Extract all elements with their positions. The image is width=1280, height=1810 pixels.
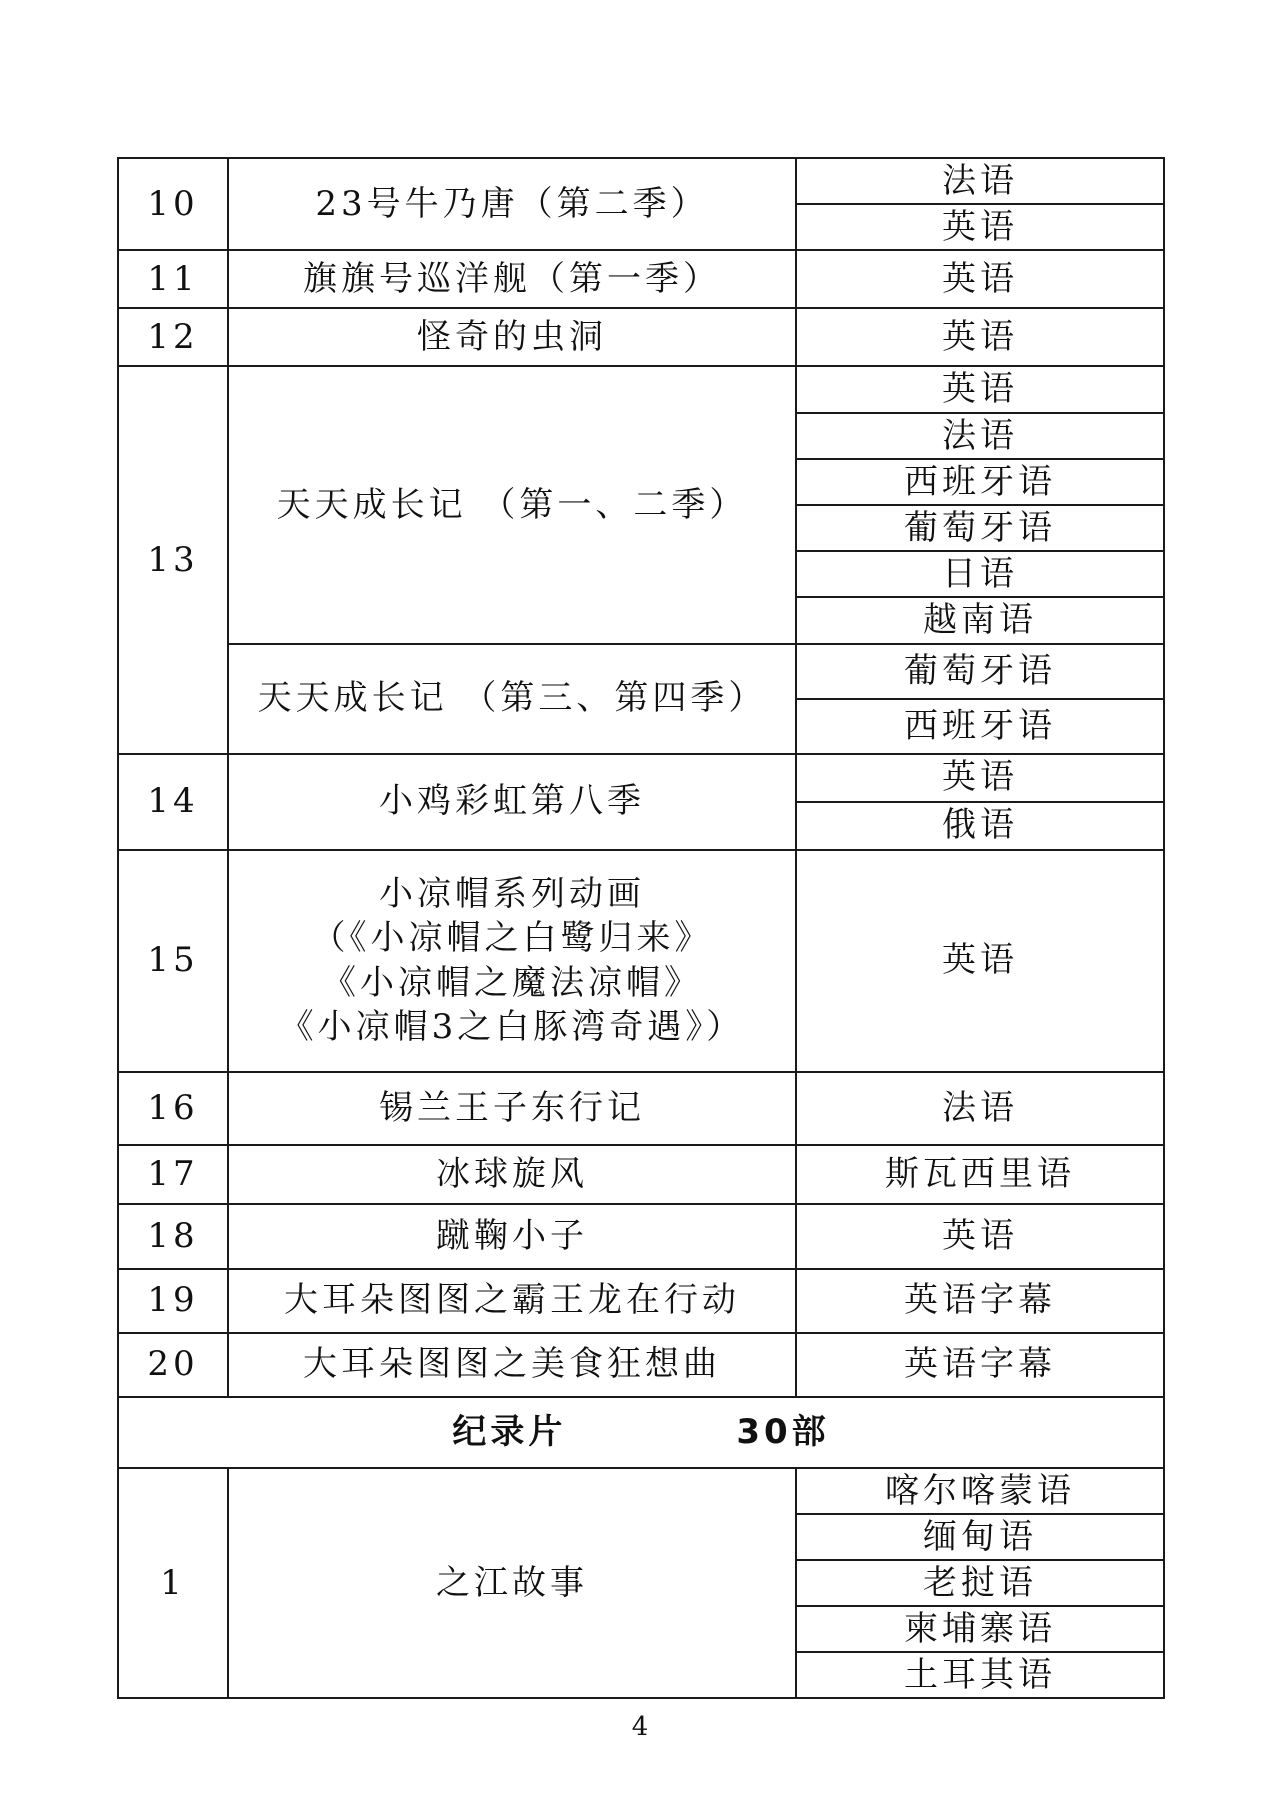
table-row — [118, 850, 1164, 1072]
language-cell: 西班牙语 — [796, 699, 1164, 754]
program-title: 23号牛乃唐（第二季） — [228, 158, 796, 250]
table-row — [118, 1468, 1164, 1514]
language-cell: 英语字幕 — [796, 1333, 1164, 1397]
language-cell: 法语 — [796, 413, 1164, 459]
section-count: 30部 — [736, 1411, 830, 1452]
program-title: 怪奇的虫洞 — [228, 308, 796, 366]
language-cell: 法语 — [796, 158, 1164, 204]
row-number: 15 — [118, 850, 228, 1072]
table-row — [118, 1072, 1164, 1145]
section-label: 纪录片 — [452, 1411, 567, 1452]
table-row — [118, 366, 1164, 412]
table-row — [118, 1145, 1164, 1204]
row-number: 14 — [118, 754, 228, 850]
language-cell: 缅甸语 — [796, 1514, 1164, 1560]
table-row — [118, 308, 1164, 366]
language-cell: 日语 — [796, 551, 1164, 597]
language-cell: 柬埔寨语 — [796, 1606, 1164, 1652]
table-row — [118, 1269, 1164, 1333]
program-title: 蹴鞠小子 — [228, 1204, 796, 1269]
language-cell: 老挝语 — [796, 1560, 1164, 1606]
table-row — [118, 1204, 1164, 1269]
table-row — [118, 158, 1164, 204]
language-cell: 斯瓦西里语 — [796, 1145, 1164, 1204]
table-row — [118, 1333, 1164, 1397]
title-line: 《小凉帽3之白豚湾奇遇》） — [279, 1006, 745, 1047]
row-number: 12 — [118, 308, 228, 366]
language-cell: 葡萄牙语 — [796, 505, 1164, 551]
section-row — [118, 1397, 1164, 1468]
language-cell: 西班牙语 — [796, 459, 1164, 505]
program-title: 天天成长记 （第三、第四季） — [228, 644, 796, 754]
row-number: 17 — [118, 1145, 228, 1204]
program-title: 旗旗号巡洋舰（第一季） — [228, 250, 796, 308]
program-title: 小鸡彩虹第八季 — [228, 754, 796, 850]
program-table — [117, 157, 1165, 1699]
row-number: 11 — [118, 250, 228, 308]
section-header — [118, 1397, 1164, 1468]
title-line: 小凉帽系列动画 — [379, 874, 645, 915]
program-title: 大耳朵图图之霸王龙在行动 — [228, 1269, 796, 1333]
row-number: 16 — [118, 1072, 228, 1145]
language-cell: 越南语 — [796, 597, 1164, 643]
language-cell: 英语 — [796, 250, 1164, 308]
language-cell: 俄语 — [796, 802, 1164, 850]
program-title: 天天成长记 （第一、二季） — [228, 366, 796, 643]
table-row — [118, 754, 1164, 802]
row-number: 19 — [118, 1269, 228, 1333]
language-cell: 葡萄牙语 — [796, 644, 1164, 699]
language-cell: 英语 — [796, 204, 1164, 250]
page-number: 4 — [631, 1712, 649, 1742]
row-number: 10 — [118, 158, 228, 250]
language-cell: 喀尔喀蒙语 — [796, 1468, 1164, 1514]
language-cell: 英语 — [796, 1204, 1164, 1269]
row-number: 1 — [118, 1468, 228, 1699]
language-cell: 英语 — [796, 308, 1164, 366]
language-cell: 法语 — [796, 1072, 1164, 1145]
language-cell: 土耳其语 — [796, 1652, 1164, 1698]
program-title: 大耳朵图图之美食狂想曲 — [228, 1333, 796, 1397]
language-cell: 英语 — [796, 366, 1164, 412]
title-line: （《小凉帽之白鹭归来》 — [311, 918, 713, 959]
program-title: 锡兰王子东行记 — [228, 1072, 796, 1145]
program-title: 之江故事 — [228, 1468, 796, 1699]
title-line: 《小凉帽之魔法凉帽》 — [322, 962, 702, 1003]
language-cell: 英语字幕 — [796, 1269, 1164, 1333]
row-number: 18 — [118, 1204, 228, 1269]
program-title-multiline — [228, 850, 796, 1072]
row-number: 20 — [118, 1333, 228, 1397]
language-cell: 英语 — [796, 850, 1164, 1072]
table-row — [118, 250, 1164, 308]
program-title: 冰球旋风 — [228, 1145, 796, 1204]
language-cell: 英语 — [796, 754, 1164, 802]
row-number: 13 — [118, 366, 228, 753]
